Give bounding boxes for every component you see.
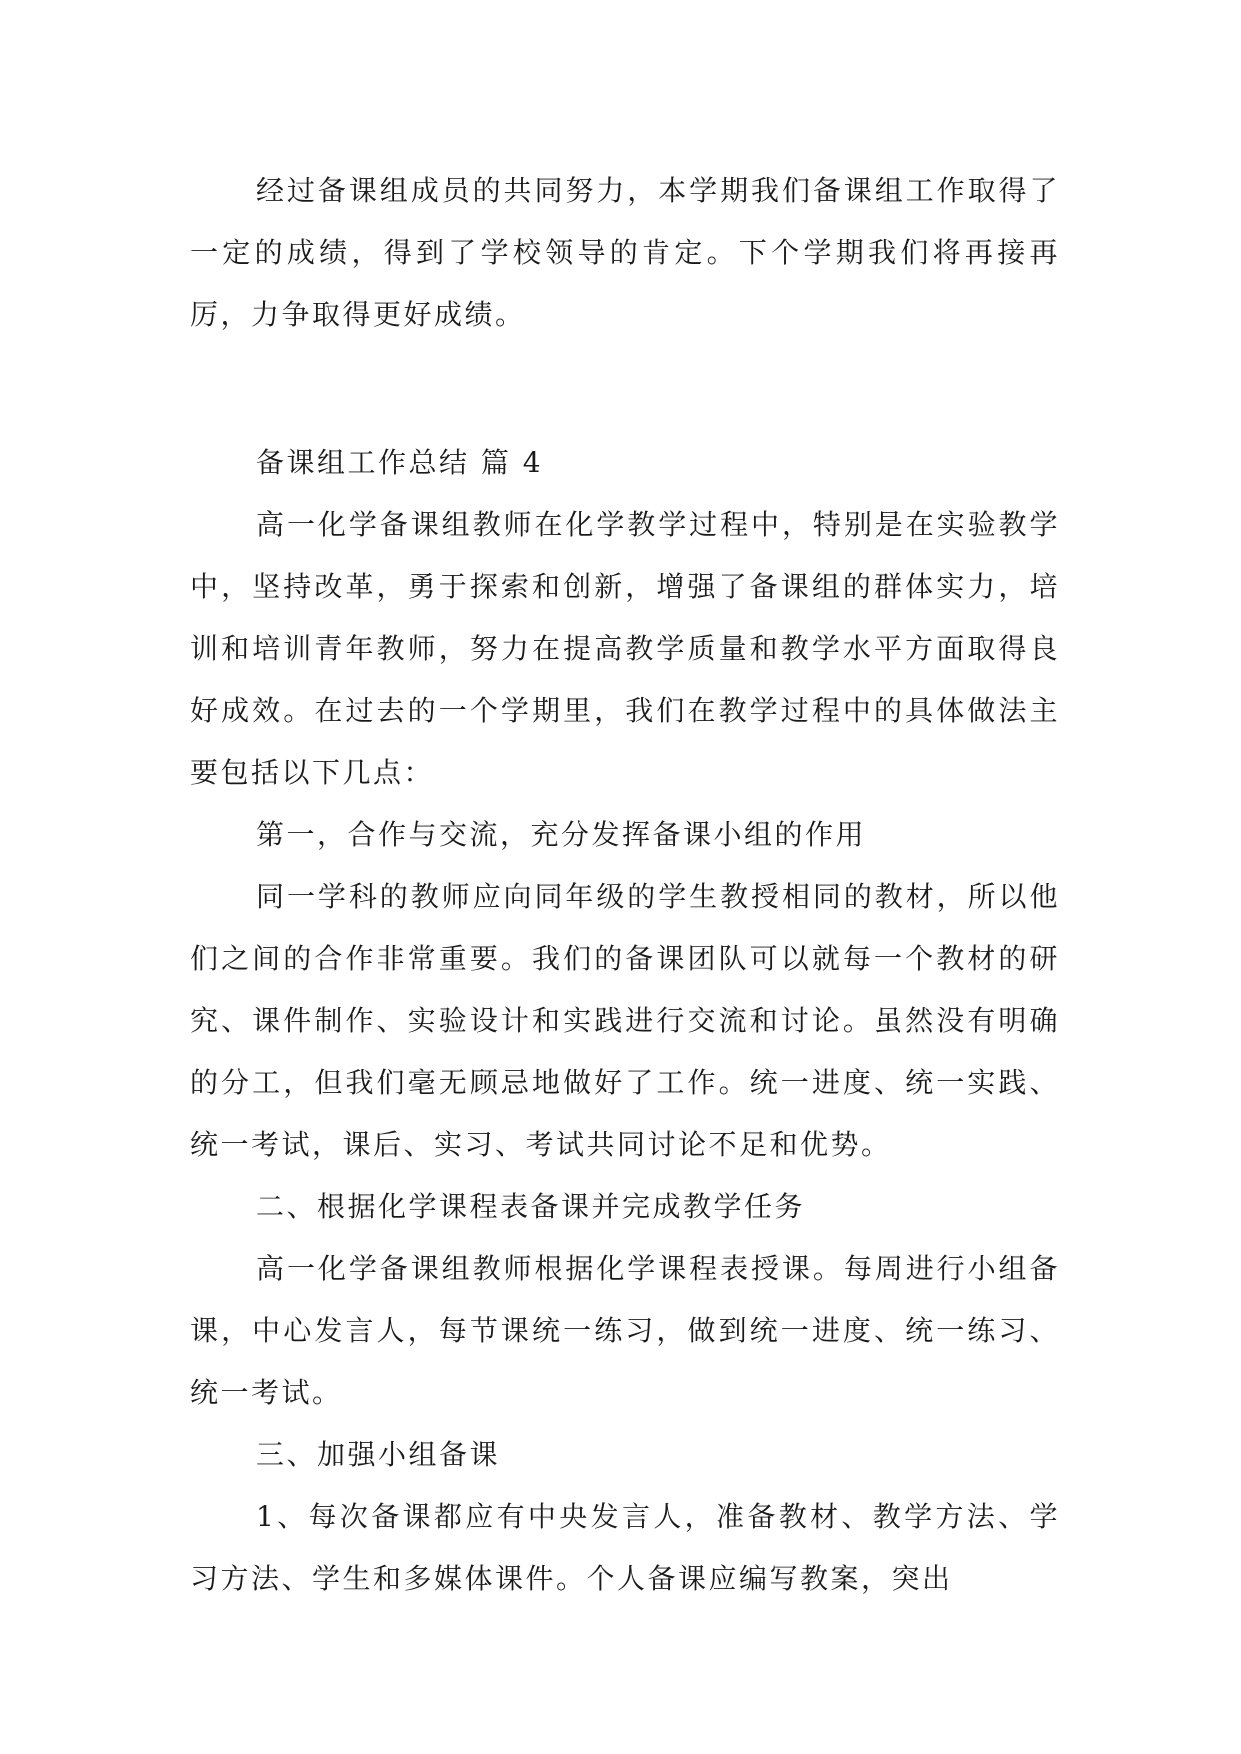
closing-paragraph: 经过备课组成员的共同努力，本学期我们备课组工作取得了一定的成绩，得到了学校领导的肯定。下个学期我们将再接再厉，力争取得更好成绩。	[190, 174, 1060, 331]
point1-body: 同一学科的教师应向同年级的学生教授相同的教材，所以他们之间的合作非常重要。我们的备课团队可以就每一个教材的研究、课件制作、实验设计和实践进行交流和讨论。虽然没有明确的分工，但我们毫无顾忌地做好了工作。统一进度、统一实践、统一考试，课后、实习、考试共同讨论不足和优势。	[190, 880, 1060, 1161]
point2-body: 高一化学备课组教师根据化学课程表授课。每周进行小组备课，中心发言人，每节课统一练习，做到统一进度、统一练习、统一考试。	[190, 1252, 1060, 1409]
point3-heading: 三、加强小组备课	[256, 1438, 501, 1471]
document-body	[190, 160, 1060, 1610]
intro-paragraph: 高一化学备课组教师在化学教学过程中，特别是在实验教学中，坚持改革，勇于探索和创新，增强了备课组的群体实力，培训和培训青年教师，努力在提高教学质量和教学水平方面取得良好成效。在过去的一个学期里，我们在教学过程中的具体做法主要包括以下几点：	[190, 508, 1060, 789]
point2-heading: 二、根据化学课程表备课并完成教学任务	[256, 1190, 806, 1223]
section-gap	[190, 346, 1060, 432]
section-title: 备课组工作总结 篇 4	[256, 446, 544, 479]
point3-item1: 1、每次备课都应有中央发言人，准备教材、教学方法、学习方法、学生和多媒体课件。个人备课应编写教案，突出	[190, 1500, 1060, 1595]
point1-heading: 第一，合作与交流，充分发挥备课小组的作用	[256, 818, 867, 851]
